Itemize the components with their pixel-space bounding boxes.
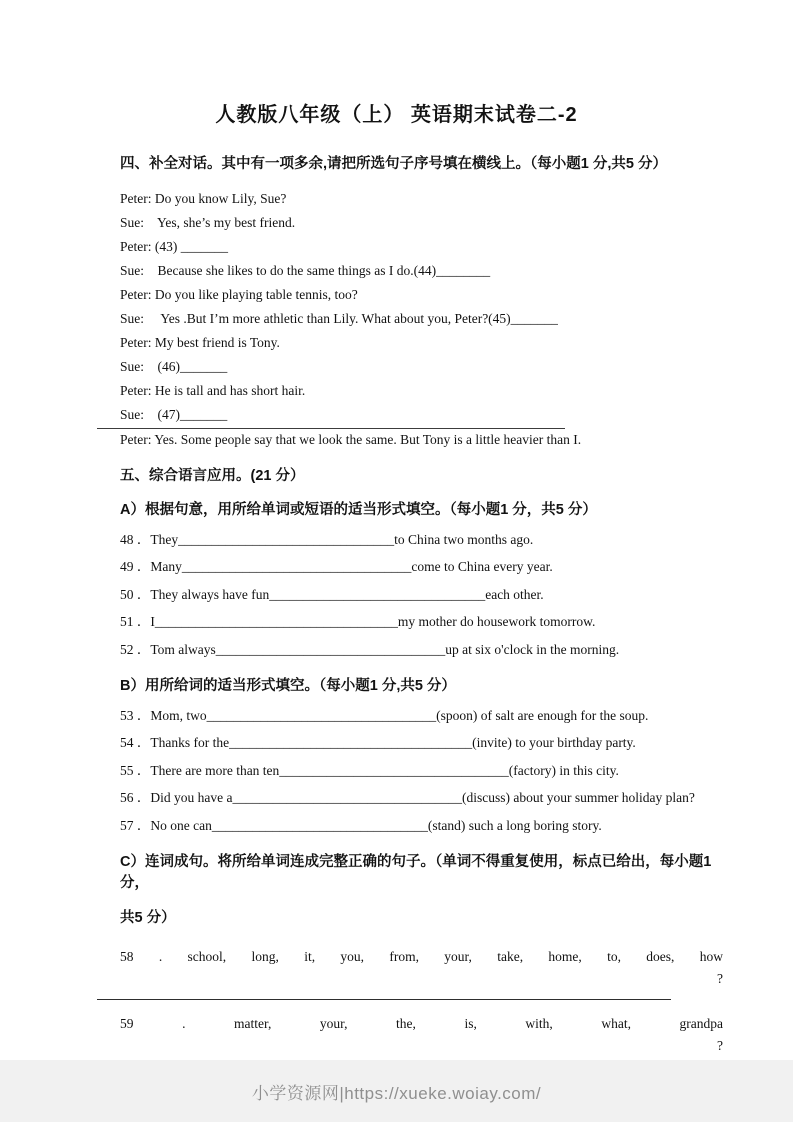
- dialogue-line: Sue: Because she likes to do the same things as I do.(44)________: [120, 263, 491, 278]
- scramble-question-58: 58 . school, long, it, you, from, your, take, home, to, does, how: [120, 949, 723, 965]
- dialogue-line: Sue: Yes .But I’m more athletic than Lily. What about you, Peter?(45)_______: [120, 311, 558, 326]
- question-line: 52 ．Tom always__________________________________up at six o'clock in the morning.: [120, 641, 620, 657]
- dialogue-line: Peter: My best friend is Tony.: [120, 335, 280, 350]
- question-line: 54 ．Thanks for the____________________________________(invite) to your birthday party.: [120, 735, 636, 751]
- footer-credit: 小学资源网|https://xueke.woiay.com/: [251, 1083, 542, 1103]
- part-b-heading: B）用所给词的适当形式填空。（每小题1 分,共5 分）: [120, 678, 456, 695]
- dialogue-line: Sue: (46)_______: [120, 359, 228, 374]
- page-title: 人教版八年级（上） 英语期末试卷二-2: [215, 104, 578, 126]
- question-line: 53 ．Mom, two__________________________________(spoon) of salt are enough for the soup.: [120, 708, 649, 724]
- footer-bar: [0, 1060, 793, 1122]
- part-c-heading: C）连词成句。将所给单词连成完整正确的句子。（单词不得重复使用，标点已给出，每小题1 分，: [120, 854, 712, 892]
- question-mark: ?: [717, 971, 723, 987]
- part-c-heading-continued: 共5 分）: [120, 910, 176, 927]
- section5-heading: 五、综合语言应用。(21 分）: [120, 468, 305, 484]
- page-content: [0, 154, 793, 1067]
- dialogue-line: Sue: Yes, she’s my best friend.: [120, 215, 296, 230]
- dialogue-line: Sue: (47)_______: [120, 407, 228, 422]
- part-a-questions: [120, 526, 723, 663]
- question-mark: ?: [717, 1038, 723, 1054]
- question-line: 56 ．Did you have a__________________________________(discuss) about your summer holiday plan?: [120, 790, 695, 806]
- question-line: 50 ．They always have fun________________________________each other.: [120, 586, 544, 602]
- dialogue-block: [120, 187, 723, 452]
- dialogue-line: Peter: Do you know Lily, Sue?: [120, 191, 287, 206]
- question-line: 49 ．Many__________________________________come to China every year.: [120, 559, 553, 575]
- dialogue-line: Peter: Yes. Some people say that we look the same. But Tony is a little heavier than I.: [120, 432, 582, 447]
- answer-row-58: [97, 971, 723, 1000]
- question-line: 48 ．They________________________________to China two months ago.: [120, 532, 534, 547]
- dialogue-line: Peter: (43) _______: [120, 239, 228, 254]
- question-line: 51 ．I____________________________________my mother do housework tomorrow.: [120, 614, 596, 630]
- dialogue-line: Peter: He is tall and has short hair.: [120, 383, 306, 398]
- part-a-heading: A）根据句意，用所给单词或短语的适当形式填空。（每小题1 分，共5 分）: [120, 502, 597, 518]
- question-line: 57 ．No one can________________________________(stand) such a long boring story.: [120, 817, 602, 833]
- question-line: 55 ．There are more than ten__________________________________(factory) in this city.: [120, 762, 619, 778]
- answer-blank: [97, 979, 671, 1000]
- section4-heading: 四、补全对话。其中有一项多余,请把所选句子序号填在横线上。（每小题1 分,共5 分）: [120, 156, 667, 172]
- scramble-question-59: 59 . matter, your, the, is, with, what, grandpa: [120, 1016, 723, 1032]
- part-b-questions: [120, 702, 723, 839]
- dialogue-line: Peter: Do you like playing table tennis, too?: [120, 287, 358, 302]
